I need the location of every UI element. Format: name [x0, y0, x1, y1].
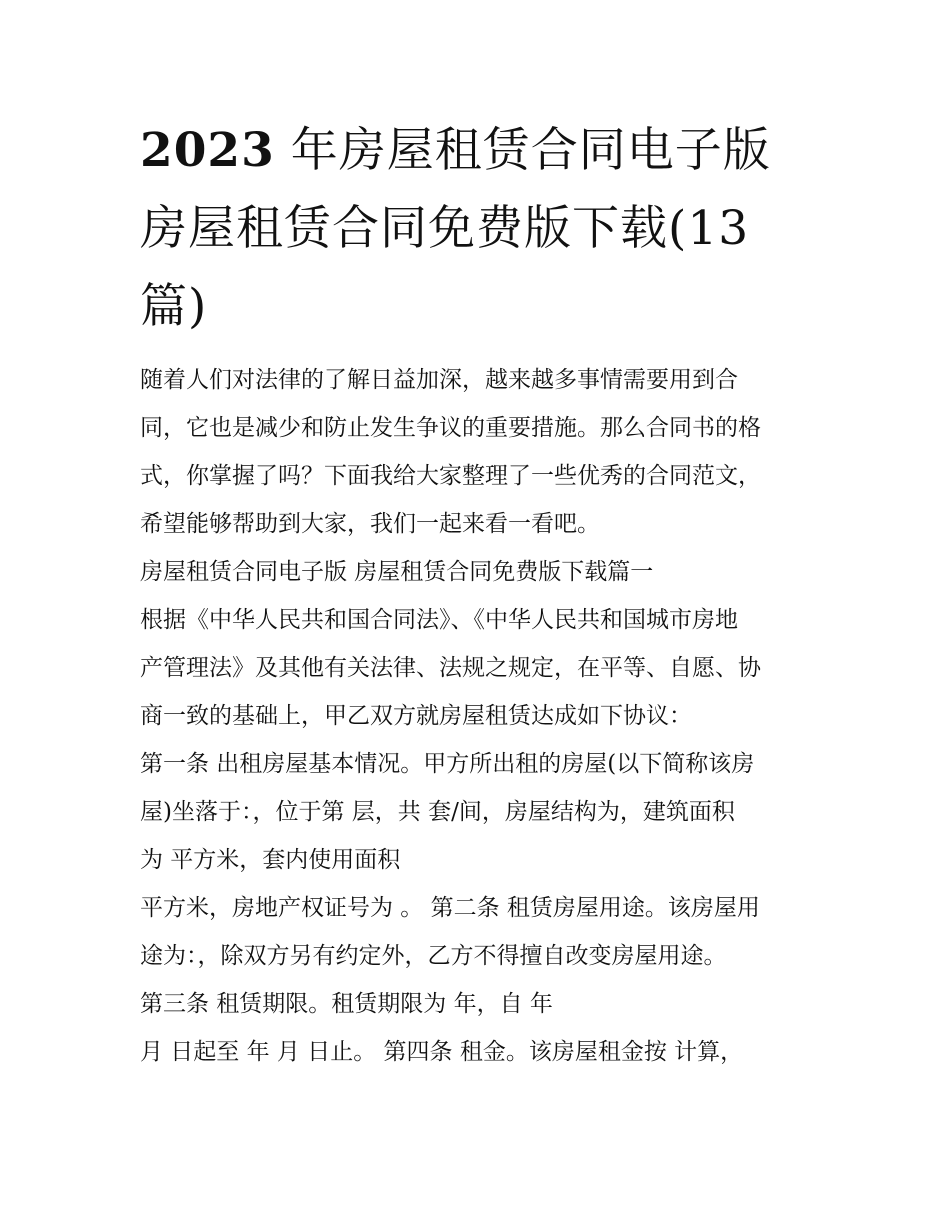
body-line: 为 平方米，套内使用面积 — [140, 847, 401, 873]
document-title — [140, 112, 820, 346]
body-line: 屋)坐落于：，位于第 层，共 套/间，房屋结构为，建筑面积 — [140, 799, 735, 825]
title-line-1-text: 年房屋租赁合同电子版 — [274, 123, 771, 178]
body-line: 途为：，除双方另有约定外，乙方不得擅自改变房屋用途。 — [140, 943, 727, 969]
body-line: 商一致的基础上，甲乙双方就房屋租赁达成如下协议： — [140, 703, 692, 729]
body-line: 平方米，房地产权证号为 。 第二条 租赁房屋用途。该房屋用 — [140, 895, 760, 921]
section-heading: 房屋租赁合同电子版 房屋租赁合同免费版下载篇一 — [140, 559, 654, 585]
body-line: 根据《中华人民共和国合同法》、《中华人民共和国城市房地 — [140, 607, 738, 633]
title-year: 2023 — [140, 123, 275, 178]
title-line-1 — [140, 112, 820, 190]
body-line: 式，你掌握了吗？下面我给大家整理了一些优秀的合同范文， — [140, 463, 761, 489]
title-line-3: 篇) — [140, 279, 208, 334]
title-line-2: 房屋租赁合同免费版下载(13 — [140, 201, 750, 256]
document-body — [140, 356, 820, 1076]
body-line: 产管理法》及其他有关法律、法规之规定，在平等、自愿、协 — [140, 655, 761, 681]
body-line: 随着人们对法律的了解日益加深，越来越多事情需要用到合 — [140, 367, 738, 393]
body-line: 第一条 出租房屋基本情况。甲方所出租的房屋(以下简称该房 — [140, 751, 755, 777]
body-line: 月 日起至 年 月 日止。 第四条 租金。该房屋租金按 计算， — [140, 1039, 744, 1065]
body-line: 希望能够帮助到大家，我们一起来看一看吧。 — [140, 511, 600, 537]
body-line: 同，它也是减少和防止发生争议的重要措施。那么合同书的格 — [140, 415, 761, 441]
body-line: 第三条 租赁期限。租赁期限为 年，自 年 — [140, 991, 553, 1017]
